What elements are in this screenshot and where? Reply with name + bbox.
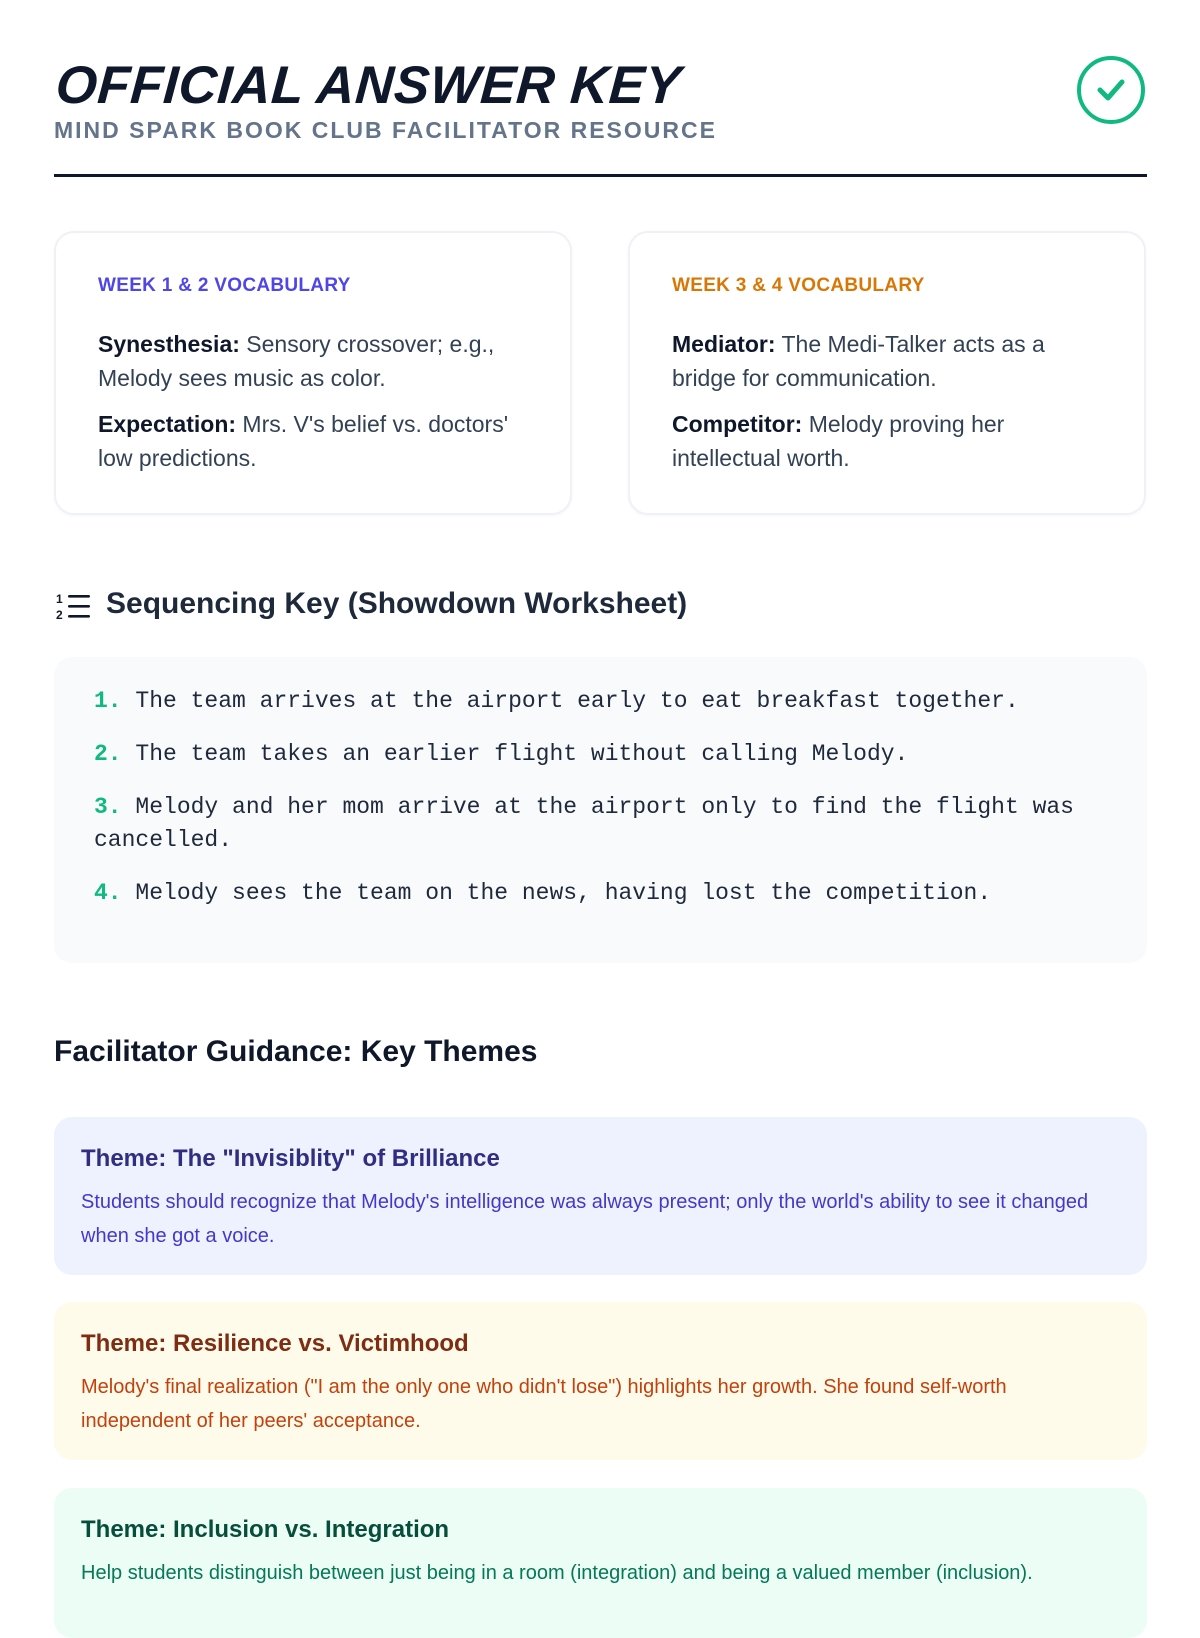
vocab-card-label: WEEK 3 & 4 VOCABULARY	[672, 275, 925, 296]
sequencing-title: Sequencing Key (Showdown Worksheet)	[106, 587, 688, 620]
theme-title: Theme: Inclusion vs. Integration	[81, 1516, 450, 1543]
term-name: Expectation:	[98, 411, 237, 437]
vocab-card-week-3-4	[628, 231, 1146, 515]
check-circle-icon	[1077, 56, 1145, 124]
sequence-item	[94, 791, 1107, 857]
term-definition: Melody proving her intellectual worth.	[672, 411, 1005, 471]
sequence-item	[94, 685, 1107, 718]
answer-key-page	[53, 0, 1147, 1584]
theme-card-resilience	[54, 1302, 1147, 1460]
vocab-term	[98, 407, 530, 475]
theme-title: Theme: Resilience vs. Victimhood	[81, 1330, 469, 1357]
numbered-list-icon	[56, 591, 92, 628]
term-name: Synesthesia:	[98, 331, 240, 357]
vocab-term	[672, 327, 1104, 395]
term-name: Competitor:	[672, 411, 803, 437]
sequence-item	[94, 877, 1107, 910]
theme-body: Help students distinguish between just being in a room (integration) and being a valued member (inclusion).	[81, 1562, 1033, 1584]
vocab-card-label: WEEK 1 & 2 VOCABULARY	[98, 275, 351, 296]
svg-text:1: 1	[56, 592, 63, 606]
sequence-number: 1.	[94, 688, 122, 714]
term-definition: Mrs. V's belief vs. doctors' low predictions.	[98, 411, 509, 471]
theme-card-inclusion	[54, 1488, 1147, 1638]
vocab-term	[98, 327, 530, 395]
sequence-number: 2.	[94, 741, 122, 767]
header-divider	[54, 174, 1147, 177]
sequence-text: The team takes an earlier flight without calling Melody.	[135, 741, 909, 767]
sequence-number: 3.	[94, 794, 122, 820]
header	[54, 0, 1147, 176]
sequence-number: 4.	[94, 880, 122, 906]
themes-heading: Facilitator Guidance: Key Themes	[54, 1035, 538, 1068]
theme-body: Students should recognize that Melody's intelligence was always present; only the world's ability to see it changed when she got a voice.	[81, 1191, 1089, 1247]
theme-body: Melody's final realization ("I am the only one who didn't lose") highlights her growth. She found self-worth independent of her peers' acceptance.	[81, 1376, 1007, 1432]
sequence-text: Melody and her mom arrive at the airport only to find the flight was cancelled.	[94, 794, 1074, 853]
term-name: Mediator:	[672, 331, 776, 357]
svg-text:2: 2	[56, 608, 63, 622]
sequencing-list	[54, 657, 1147, 963]
sequence-text: The team arrives at the airport early to eat breakfast together.	[135, 688, 1019, 714]
vocabulary-section	[54, 231, 1147, 517]
sequence-text: Melody sees the team on the news, having lost the competition.	[135, 880, 992, 906]
vocab-card-week-1-2	[54, 231, 572, 515]
theme-title: Theme: The "Invisiblity" of Brilliance	[81, 1145, 500, 1172]
page-title: OFFICIAL ANSWER KEY	[53, 56, 683, 115]
sequence-item	[94, 738, 1107, 771]
vocab-term	[672, 407, 1104, 475]
theme-card-invisibility	[54, 1117, 1147, 1275]
term-definition: Sensory crossover; e.g., Melody sees music as color.	[98, 331, 495, 391]
term-definition: The Medi-Talker acts as a bridge for communication.	[672, 331, 1045, 391]
page-subtitle: MIND SPARK BOOK CLUB FACILITATOR RESOURCE	[54, 117, 717, 143]
